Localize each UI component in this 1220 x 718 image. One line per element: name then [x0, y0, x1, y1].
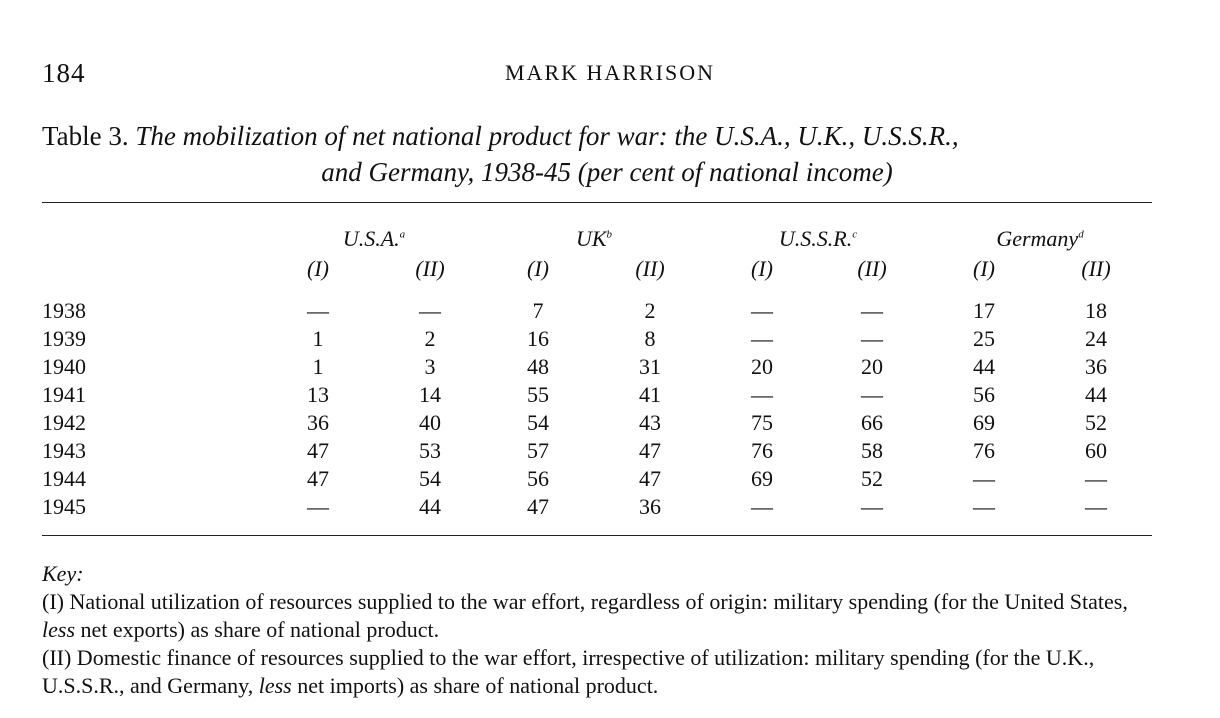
column-subheader: (II)	[635, 256, 665, 281]
table-cell: 43	[639, 410, 661, 435]
row-year-label: 1939	[42, 326, 86, 351]
column-subheader: (II)	[1081, 256, 1111, 281]
column-group-header	[738, 226, 898, 252]
footnote-marker: d	[1078, 228, 1084, 241]
table-cell: 75	[751, 410, 773, 435]
table-cell: 52	[1085, 410, 1107, 435]
table-cell: 18	[1085, 298, 1107, 323]
column-group-label: Germany	[996, 226, 1079, 251]
column-group-header	[514, 226, 674, 252]
table-cell: 16	[527, 326, 549, 351]
table-cell: 76	[751, 438, 773, 463]
column-group-label: UK	[575, 226, 607, 251]
row-year-label: 1945	[42, 494, 86, 519]
table-cell: 1	[312, 354, 324, 379]
table-cell: 76	[973, 438, 995, 463]
table-cell: 47	[527, 494, 549, 519]
key-item-2	[42, 644, 1162, 700]
table-cell: 47	[639, 438, 661, 463]
column-group-header	[960, 226, 1120, 252]
footnote-marker: b	[606, 228, 613, 241]
key-item-1-emphasis: less	[42, 617, 75, 642]
key-title: Key:	[42, 561, 84, 586]
table-cell: 66	[861, 410, 883, 435]
table-cell: —	[751, 382, 773, 407]
table-cell: 57	[527, 438, 549, 463]
table-cell: 56	[973, 382, 995, 407]
row-year-label: 1940	[42, 354, 86, 379]
table-cell: 7	[532, 298, 544, 323]
table-cell: 54	[419, 466, 441, 491]
table-cell: 17	[973, 298, 995, 323]
table-bottom-rule	[42, 535, 1152, 536]
row-year-label: 1941	[42, 382, 86, 407]
table-cell: —	[861, 298, 883, 323]
table-cell: 8	[644, 326, 656, 351]
caption-title-line-2: and Germany, 1938-45 (per cent of national income)	[321, 157, 893, 187]
page-number: 184	[42, 58, 86, 88]
column-subheader: (II)	[415, 256, 445, 281]
table-key	[42, 560, 1162, 700]
column-subheader: (I)	[751, 256, 773, 281]
running-head: MARK HARRISON	[505, 60, 715, 85]
table-caption	[42, 118, 1162, 190]
row-year-label: 1938	[42, 298, 86, 323]
table-cell: 55	[527, 382, 549, 407]
footnote-marker: c	[852, 228, 858, 241]
key-item-2-emphasis: less	[258, 673, 292, 698]
table-cell: 1	[312, 326, 324, 351]
column-group-header	[294, 226, 454, 252]
table-cell: —	[751, 494, 773, 519]
table-cell: —	[307, 494, 329, 519]
table-cell: —	[1085, 466, 1107, 491]
column-subheader: (I)	[527, 256, 549, 281]
table-cell: —	[751, 326, 773, 351]
table-cell: 48	[527, 354, 549, 379]
table-cell: —	[973, 494, 995, 519]
table-cell: 44	[1085, 382, 1107, 407]
table-cell: 36	[307, 410, 329, 435]
column-subheader: (I)	[973, 256, 995, 281]
column-subheader: (I)	[307, 256, 329, 281]
table-cell: 47	[307, 438, 329, 463]
footnote-marker: a	[399, 228, 406, 241]
table-cell: 53	[419, 438, 441, 463]
column-group-label: U.S.S.R.	[778, 226, 853, 251]
table-cell: 58	[861, 438, 883, 463]
table-cell: 41	[639, 382, 661, 407]
table-cell: 31	[639, 354, 661, 379]
table-cell: —	[861, 382, 883, 407]
table-cell: 52	[861, 466, 883, 491]
table-cell: 24	[1085, 326, 1107, 351]
key-item-2-text: (II) Domestic finance of resources supplied to the war effort, irrespective of utilization: military spending (for the U.K., U.S.S.R., and Germany,	[42, 645, 1095, 698]
table-cell: 47	[307, 466, 329, 491]
table-cell: —	[307, 298, 329, 323]
table-cell: 25	[973, 326, 995, 351]
table-cell: —	[861, 494, 883, 519]
table-cell: 40	[419, 410, 441, 435]
table-cell: 20	[751, 354, 773, 379]
column-group-label: U.S.A.	[342, 226, 400, 251]
table-cell: 36	[639, 494, 661, 519]
table-cell: —	[1085, 494, 1107, 519]
table-cell: 2	[424, 326, 436, 351]
table-top-rule	[42, 202, 1152, 203]
table-cell: 69	[751, 466, 773, 491]
table-cell: 56	[527, 466, 549, 491]
key-item-1-text: (I) National utilization of resources supplied to the war effort, regardless of origin: military spending (for the United States,	[42, 589, 1128, 614]
table-cell: 3	[424, 354, 436, 379]
table-cell: 47	[639, 466, 661, 491]
key-item-2-text-end: net imports) as share of national product.	[291, 673, 659, 698]
table-cell: 20	[861, 354, 883, 379]
row-year-label: 1942	[42, 410, 86, 435]
table-cell: 60	[1085, 438, 1107, 463]
table-cell: 44	[973, 354, 995, 379]
table-cell: —	[973, 466, 995, 491]
table-cell: 44	[419, 494, 441, 519]
table-cell: —	[861, 326, 883, 351]
table-cell: —	[751, 298, 773, 323]
caption-label: Table 3.	[42, 121, 129, 151]
table-cell: —	[419, 298, 441, 323]
column-subheader: (II)	[857, 256, 887, 281]
table-cell: 54	[527, 410, 549, 435]
table-cell: 14	[419, 382, 441, 407]
row-year-label: 1943	[42, 438, 86, 463]
key-item-1-text-end: net exports) as share of national product.	[75, 617, 440, 642]
row-year-label: 1944	[42, 466, 86, 491]
caption-title-line-1: The mobilization of net national product for war: the U.S.A., U.K., U.S.S.R.,	[135, 121, 959, 151]
key-item-1	[42, 588, 1162, 644]
caption-line-1	[42, 118, 1162, 154]
table-cell: 2	[644, 298, 656, 323]
table-cell: 13	[307, 382, 329, 407]
table-cell: 36	[1085, 354, 1107, 379]
table-cell: 69	[973, 410, 995, 435]
